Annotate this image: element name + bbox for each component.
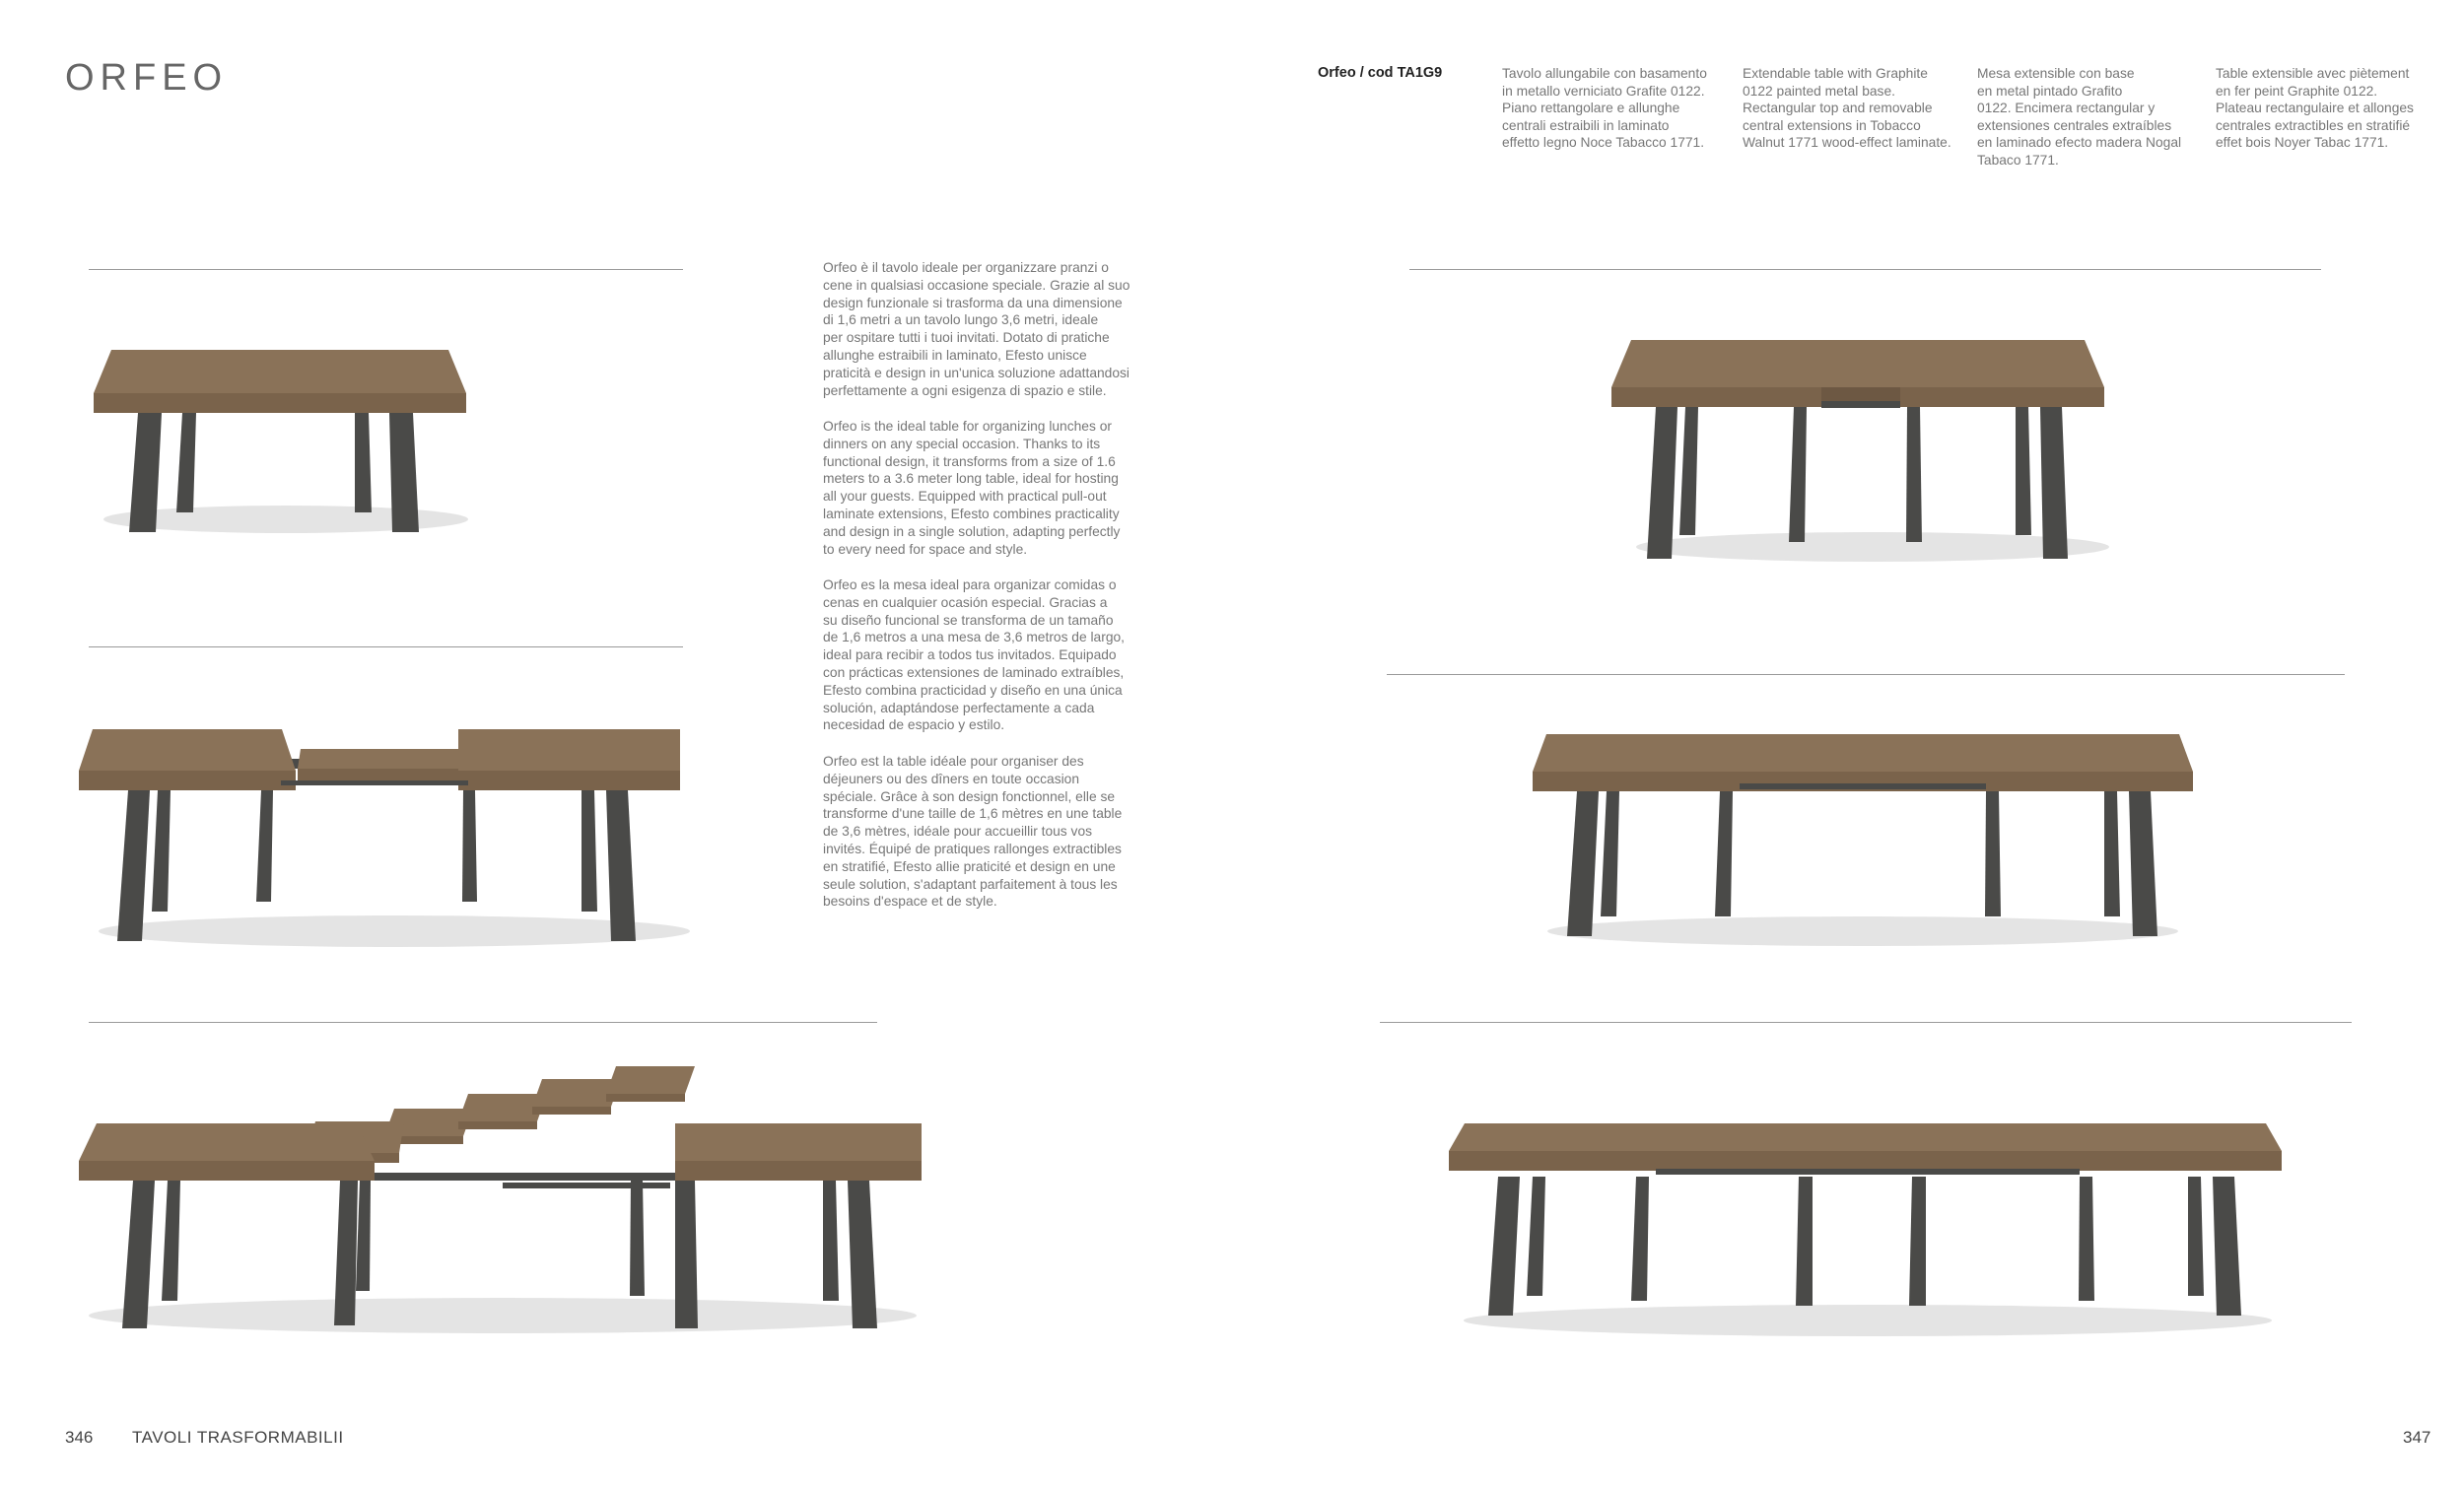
table-leg: [1796, 1177, 1813, 1306]
table-leg: [1631, 1177, 1649, 1301]
table-leg: [1601, 791, 1619, 916]
table-fully-extended-image: [1449, 1123, 2287, 1340]
body-text-french: Orfeo est la table idéale pour organiser des déjeuners ou des dîners en toute occasion spéciale. Grâce à son design fonctionnel, elle se transforme d'une taille de 1,6 mètres en une table de 3,6 mètres, idéale pour accueillir tous vos invités. Équipé de pratiques rallonges extractibles en stratifié, Efesto allie praticité et design en une seule solution, s'adaptant parfaitement à tous les besoins d'espace et de style.: [823, 754, 1123, 910]
extension-edge: [606, 1094, 685, 1102]
product-code: Orfeo / cod TA1G9: [1318, 65, 1443, 81]
floor-shadow: [99, 915, 690, 947]
floor-shadow: [1464, 1305, 2272, 1336]
right-page-number: 347: [2403, 1428, 2431, 1447]
table-leg: [675, 1181, 698, 1328]
table-leg: [848, 1181, 877, 1328]
table-top: [1611, 340, 2104, 387]
table-leg: [355, 413, 372, 512]
description-italian: Tavolo allungabile con basamento in metallo verniciato Grafite 0122. Piano rettangolare e allunghe centrali estraibili in laminato effetto legno Noce Tabacco 1771.: [1502, 66, 1707, 150]
metal-rail: [1740, 783, 1986, 789]
table-leg: [1679, 407, 1698, 535]
table-leg: [1789, 407, 1807, 542]
table-leg: [823, 1181, 839, 1301]
metal-rail: [1656, 1169, 2080, 1175]
description-spanish: Mesa extensible con base en metal pintado Grafito 0122. Encimera rectangular y extensiones centrales extraíbles en laminado efecto madera Nogal Tabaco 1771.: [1977, 66, 2182, 168]
table-leg: [1985, 791, 2001, 916]
extension-edge: [298, 769, 468, 780]
table-edge: [94, 393, 466, 413]
table-leg: [1715, 791, 1733, 916]
table-leg: [1647, 407, 1677, 559]
table-leg: [176, 413, 196, 512]
table-leg: [2188, 1177, 2204, 1296]
table-two-extensions-image: [1533, 734, 2203, 946]
metal-rail: [281, 780, 468, 785]
table-leg: [256, 790, 273, 902]
table-edge: [1449, 1151, 2282, 1171]
table-leg: [1567, 791, 1599, 936]
body-text-spanish: Orfeo es la mesa ideal para organizar comidas o cenas en cualquier ocasión especial. Gracias a su diseño funcional se transforma de un tamaño de 1,6 metros a una mesa de 3,6 metros de largo, ideal para recibir a todos tus invitados. Equipado con prácticas extensiones de laminado extraíbles, Efesto combina practicidad y diseño en una única solución, adaptándose perfectamente a cada necesidad de espacio y estilo.: [823, 577, 1126, 733]
table-top: [94, 350, 466, 393]
table-leg: [356, 1181, 371, 1291]
table-leg: [630, 1181, 645, 1296]
divider-rule: [1409, 269, 2321, 270]
table-extensions-image: [79, 1074, 926, 1340]
table-leg: [2040, 407, 2068, 559]
body-text-english: Orfeo is the ideal table for organizing lunches or dinners on any special occasion. Thanks to its functional design, it transforms from a size of 1.6 meters to a 3.6 meter long table, ideal for hosting all your guests. Equipped with practical pull-out laminate extensions, Efesto combines practicality and design in a single solution, adapting perfectly to every need for space and style.: [823, 419, 1121, 557]
left-page-number: 346: [65, 1428, 94, 1447]
table-leg: [1488, 1177, 1520, 1316]
extension-edge: [532, 1107, 611, 1115]
table-leg: [2213, 1177, 2241, 1316]
divider-rule: [89, 1022, 877, 1023]
floor-shadow: [89, 1298, 917, 1333]
table-one-extension-image: [1611, 340, 2124, 567]
metal-rail: [503, 1183, 670, 1188]
table-edge: [458, 771, 680, 790]
table-leg: [462, 790, 477, 902]
table-leg: [117, 790, 150, 941]
table-top: [675, 1123, 922, 1161]
table-leg: [162, 1181, 180, 1301]
table-top: [458, 729, 680, 771]
table-leg: [2129, 791, 2157, 936]
table-top: [1533, 734, 2193, 772]
divider-rule: [89, 646, 683, 647]
extension-panel: [298, 749, 468, 769]
table-leg: [334, 1181, 358, 1325]
table-leg: [1906, 407, 1922, 542]
section-label: TAVOLI TRASFORMABILII: [132, 1428, 344, 1447]
extension-panel: [606, 1066, 695, 1094]
table-top: [79, 729, 296, 771]
divider-rule: [1380, 1022, 2352, 1023]
page-title: ORFEO: [65, 57, 229, 99]
table-leg: [2104, 791, 2120, 916]
table-top: [1449, 1123, 2282, 1151]
table-leg: [152, 790, 171, 912]
table-edge: [79, 771, 296, 790]
divider-rule: [89, 269, 683, 270]
divider-rule: [1387, 674, 2345, 675]
table-leg: [1527, 1177, 1545, 1296]
table-edge: [79, 1161, 375, 1181]
table-leg: [582, 790, 597, 912]
table-leg: [2016, 407, 2031, 535]
table-leg: [389, 413, 419, 532]
metal-rail: [1821, 401, 1900, 408]
table-leg: [2079, 1177, 2094, 1301]
table-edge: [675, 1161, 922, 1181]
extension-edge: [458, 1121, 537, 1129]
floor-shadow: [1547, 916, 2178, 946]
description-french: Table extensible avec piètement en fer peint Graphite 0122. Plateau rectangulaire et allonges centrales extractibles en stratifié effet bois Noyer Tabac 1771.: [2216, 66, 2414, 150]
table-closed-image: [89, 350, 473, 547]
table-leg: [1909, 1177, 1926, 1306]
description-english: Extendable table with Graphite 0122 painted metal base. Rectangular top and removable central extensions in Tobacco Walnut 1771 wood-effect laminate.: [1743, 66, 1951, 150]
table-leg: [122, 1181, 155, 1328]
body-text-italian: Orfeo è il tavolo ideale per organizzare pranzi o cene in qualsiasi occasione speciale. Grazie al suo design funzionale si trasforma da una dimensione di 1,6 metri a un tavolo lungo 3,6 metri, ideale per ospitare tutti i tuoi invitati. Dotato di pratiche allunghe estraibili in laminato, Efesto unisce praticità e design in un'unica soluzione adattandosi perfettamente a ogni esigenza di spazio e stile.: [823, 260, 1130, 398]
table-leg: [606, 790, 636, 941]
table-half-open-image: [79, 729, 690, 956]
metal-rail: [375, 1173, 680, 1181]
floor-shadow: [1636, 532, 2109, 562]
table-top: [79, 1123, 375, 1161]
